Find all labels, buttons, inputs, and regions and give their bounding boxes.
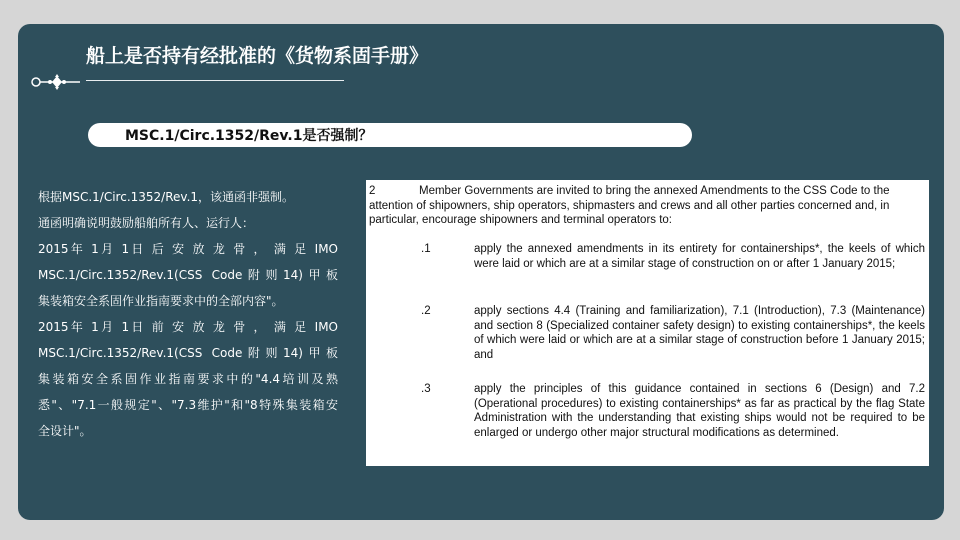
slide xyxy=(18,24,944,520)
intro-text: Member Governments are invited to bring the annexed Amendments to the CSS Code to the attention of shipowners, ship operators, shipmasters and crews and all other parties concerned and, in particular, encourage shipowners and terminal operators to: xyxy=(369,185,890,226)
text-line: 集装箱安全系固作业指南要求中的"4.4培训及熟 xyxy=(38,372,338,386)
page-title: 船上是否持有经批准的《货物系固手册》 xyxy=(86,45,429,67)
subtitle: MSC.1/Circ.1352/Rev.1是否强制？ xyxy=(125,128,373,144)
item-text: apply sections 4.4 (Training and familiarization), 7.1 (Introduction), 7.3 (Maintenance) and section 8 (Specialized container safety design) to existing containerships*, the keels of which were laid or which are at a similar stage of construction before 1 January 2015; and xyxy=(474,305,925,361)
document-excerpt xyxy=(366,180,929,466)
intro-number: 2 xyxy=(369,185,376,197)
list-item xyxy=(369,242,925,271)
item-number: .2 xyxy=(421,305,431,317)
list-item xyxy=(369,304,925,362)
text-line: 2015年 1月 1日 前 安 放 龙 骨 ， 满 足 IMO xyxy=(38,320,338,334)
subtitle-bar xyxy=(88,123,692,147)
title-underline xyxy=(86,80,344,81)
diamond-ornament-icon xyxy=(30,72,90,92)
intro-paragraph xyxy=(369,184,925,228)
text-line: 全设计"。 xyxy=(38,424,92,438)
text-line: MSC.1/Circ.1352/Rev.1(CSS Code附则14)甲板 xyxy=(38,346,338,360)
text-line: 根据MSC.1/Circ.1352/Rev.1，该通函非强制。 xyxy=(38,190,295,204)
text-line: MSC.1/Circ.1352/Rev.1(CSS Code附则14)甲板 xyxy=(38,268,338,282)
item-text: apply the principles of this guidance contained in sections 6 (Design) and 7.2 (Operational procedures) to existing containerships* as far as practical by the flag State Administration with the understanding that existing ships would not be required to be enlarged or undergo other major structural modifications as determined. xyxy=(474,383,925,439)
list-item xyxy=(369,382,925,440)
item-number: .3 xyxy=(421,383,431,395)
left-text-block xyxy=(38,184,338,444)
text-line: 悉"、"7.1一般规定"、"7.3维护"和"8特殊集装箱安 xyxy=(38,398,338,412)
text-line: 2015年 1月 1日 后 安 放 龙 骨 ， 满 足 IMO xyxy=(38,242,338,256)
item-number: .1 xyxy=(421,243,431,255)
text-line: 通函明确说明鼓励船舶所有人、运行人： xyxy=(38,216,255,230)
text-line: 集装箱安全系固作业指南要求中的全部内容"。 xyxy=(38,294,284,308)
item-text: apply the annexed amendments in its entirety for containerships*, the keels of which were laid or which are at a similar stage of construction on or after 1 January 2015; xyxy=(474,243,925,270)
